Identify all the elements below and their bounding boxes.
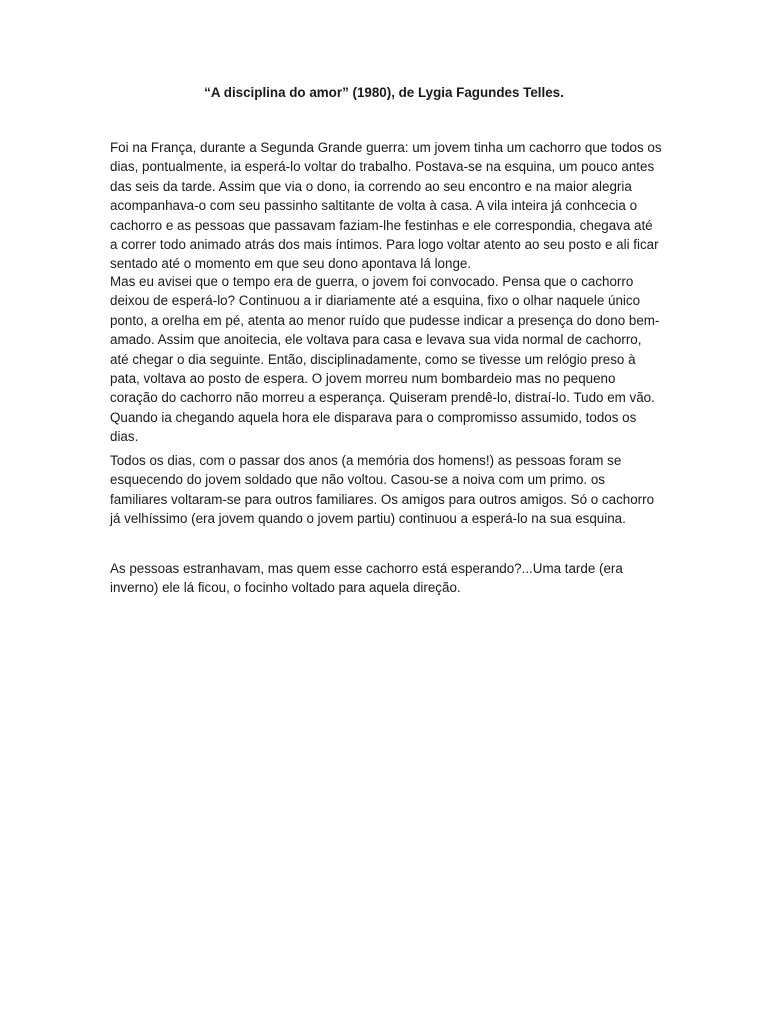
paragraph-2: Mas eu avisei que o tempo era de guerra, o jovem foi convocado. Pensa que o cachorro deixou de esperá-lo? Continuou a ir diariamente até a esquina, fixo o olhar naquele único ponto, a orelha em pé, atenta ao menor ruído que pudesse indicar a presença do dono bem-amado. Assim que anoitecia, ele voltava para casa e levava sua vida normal de cachorro, até chegar o dia seguinte. Então, disciplinadamente, como se tivesse um relógio preso à pata, voltava ao posto de espera. O jovem morreu num bombardeio mas no pequeno coração do cachorro não morreu a esperança. Quiseram prendê-lo, distraí-lo. Tudo em vão. Quando ia chegando aquela hora ele disparava para o compromisso assumido, todos os dias. — [110, 274, 660, 445]
paragraph-1: Foi na França, durante a Segunda Grande guerra: um jovem tinha um cachorro que todos os dias, pontualmente, ia esperá-lo voltar do trabalho. Postava-se na esquina, um pouco antes das seis da tarde. Assim que via o dono, ia correndo ao seu encontro e na maior alegria acompanhava-o com seu passinho saltitante de volta à casa. A vila inteira já conhcecia o cachorro e as pessoas que passavam faziam-lhe festinhas e ele correspondia, chegava até a correr todo animado atrás dos mais íntimos. Para logo voltar atento ao seu posto e ali ficar sentado até o momento em que seu dono apontava lá longe. — [110, 140, 662, 272]
paragraph-4: As pessoas estranhavam, mas quem esse cachorro está esperando?...Uma tarde (era inverno) ele lá ficou, o focinho voltado para aquela direção. — [110, 561, 623, 596]
paragraph-3: Todos os dias, com o passar dos anos (a memória dos homens!) as pessoas foram se esquecendo do jovem soldado que não voltou. Casou-se a noiva com um primo. os familiares voltaram-se para outros familiares. Os amigos para outros amigos. Só o cachorro já velhíssimo (era jovem quando o jovem partiu) continuou a esperá-lo na sua esquina. — [110, 453, 655, 527]
document-title: “A disciplina do amor” (1980), de Lygia Fagundes Telles. — [204, 85, 564, 100]
